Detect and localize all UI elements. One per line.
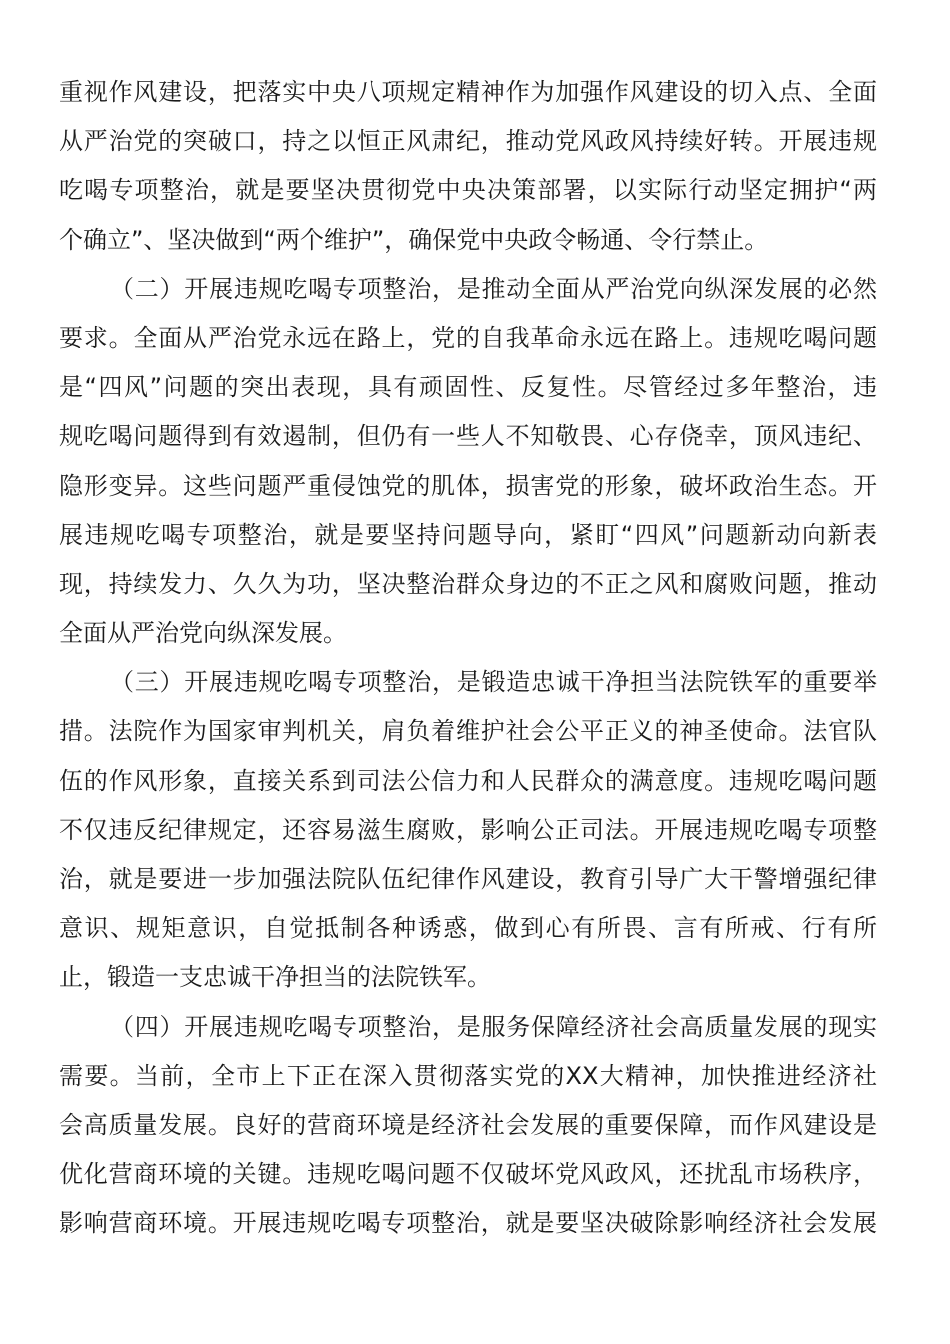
text-line: 现，持续发力、久久为功，坚决整治群众身边的不正之风和腐败问题，推动 (59, 569, 877, 598)
document-page (59, 68, 877, 1249)
text-line: 不仅违反纪律规定，还容易滋生腐败，影响公正司法。开展违规吃喝专项整 (59, 815, 877, 844)
text-line: 规吃喝问题得到有效遏制，但仍有一些人不知敬畏、心存侥幸，顶风违纪、 (59, 422, 877, 451)
text-line: 伍的作风形象，直接关系到司法公信力和人民群众的满意度。违规吃喝问题 (59, 766, 877, 795)
text-line: 治，就是要进一步加强法院队伍纪律作风建设，教育引导广大干警增强纪律 (59, 865, 877, 893)
text-line: （三）开展违规吃喝专项整治，是锻造忠诚干净担当法院铁军的重要举 (110, 668, 877, 697)
text-line: 是“四风”问题的突出表现，具有顽固性、反复性。尽管经过多年整治，违 (59, 373, 877, 402)
text-line: 会高质量发展。良好的营商环境是经济社会发展的重要保障，而作风建设是 (59, 1110, 877, 1139)
text-line: 优化营商环境的关键。违规吃喝问题不仅破坏党风政风，还扰乱市场秩序， (59, 1160, 877, 1189)
text-line: 需要。当前，全市上下正在深入贯彻落实党的XX大精神，加快推进经济社 (59, 1061, 877, 1090)
text-line: 止，锻造一支忠诚干净担当的法院铁军。 (59, 963, 491, 992)
text-line: 措。法院作为国家审判机关，肩负着维护社会公平正义的神圣使命。法官队 (59, 717, 877, 746)
paragraph-1 (59, 68, 877, 265)
text-line: 吃喝专项整治，就是要坚决贯彻党中央决策部署，以实际行动坚定拥护“两 (59, 176, 877, 205)
text-line: 影响营商环境。开展违规吃喝专项整治，就是要坚决破除影响经济社会发展 (59, 1209, 877, 1238)
text-line: 要求。全面从严治党永远在路上，党的自我革命永远在路上。违规吃喝问题 (59, 323, 877, 352)
text-line: 全面从严治党向纵深发展。 (59, 619, 347, 648)
paragraph-3 (59, 658, 877, 1002)
paragraph-4 (59, 1003, 877, 1249)
text-line: 从严治党的突破口，持之以恒正风肃纪，推动党风政风持续好转。开展违规 (59, 127, 877, 156)
text-line: 重视作风建设，把落实中央八项规定精神作为加强作风建设的切入点、全面 (59, 78, 877, 106)
text-line: 隐形变异。这些问题严重侵蚀党的肌体，损害党的形象，破坏政治生态。开 (59, 471, 877, 500)
text-line: （四）开展违规吃喝专项整治，是服务保障经济社会高质量发展的现实 (110, 1012, 877, 1041)
text-line: 个确立”、坚决做到“两个维护”，确保党中央政令畅通、令行禁止。 (59, 225, 769, 254)
text-line: （二）开展违规吃喝专项整治，是推动全面从严治党向纵深发展的必然 (110, 274, 877, 303)
paragraph-2 (59, 265, 877, 659)
text-line: 展违规吃喝专项整治，就是要坚持问题导向，紧盯“四风”问题新动向新表 (59, 520, 877, 549)
text-line: 意识、规矩意识，自觉抵制各种诱惑，做到心有所畏、言有所戒、行有所 (59, 914, 877, 943)
